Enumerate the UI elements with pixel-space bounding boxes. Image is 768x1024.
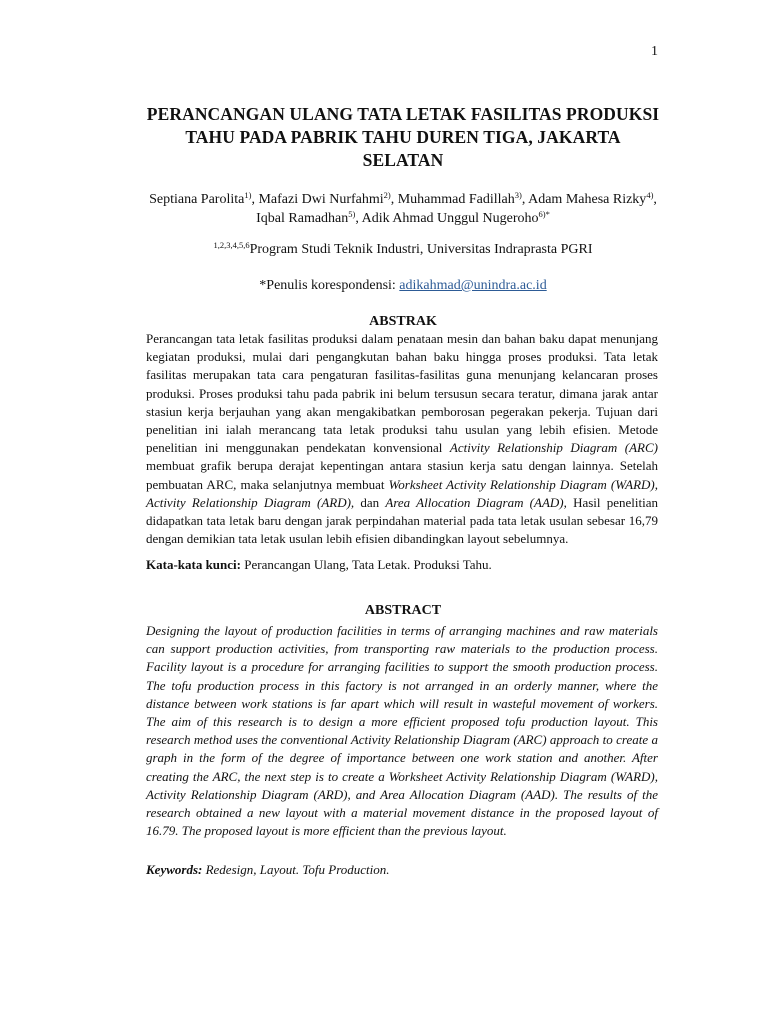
- author-separator: ,: [521, 192, 529, 207]
- keywords-values: Redesign, Layout. Tofu Production.: [202, 862, 390, 877]
- author-separator: ,: [390, 192, 398, 207]
- author: [149, 192, 258, 207]
- email-link[interactable]: adikahmad@unindra.ac.id: [399, 278, 547, 293]
- abstrak-text: dan: [354, 494, 386, 510]
- author: [528, 192, 657, 207]
- abstract-heading: ABSTRACT: [364, 603, 442, 618]
- author-mark: 5): [348, 209, 356, 219]
- abstrak-italic-term: Worksheet Activity Relationship Diagram (WARD), Activity Relationship Diagram (ARD),: [146, 476, 659, 510]
- abstrak-text: Hasil penelitian didapatkan tata letak baru dengan jarak perpindahan material pada tata letak usulan sebesar 16,79 dengan demikian tata letak usulan lebih efisien dibandingkan layout sebelumnya.: [146, 494, 658, 547]
- affiliation: [146, 240, 660, 259]
- author-name: Adam Mahesa Rizky: [528, 192, 647, 207]
- author-name: Septiana Parolita: [149, 192, 245, 207]
- kata-kunci-label: Kata-kata kunci:: [146, 557, 241, 572]
- author: [256, 211, 361, 226]
- correspondence: [146, 276, 660, 295]
- abstrak-text: Perancangan tata letak fasilitas produksi dalam penataan mesin dan bahan baku dapat menunjang kegiatan produksi, mulai dari pengangkutan bahan baku hingga proses produksi. Tata letak fasilitas merupakan tata cara pengaturan fasilitas-fasilitas guna menunjang kelancaran proses produksi. Proses produksi tahu pada pabrik ini belum tersusun secara teratur, dimana jarak antar stasiun kerja berjauhan yang akan mengakibatkan pemborosan pegerakan pekerja. Tujuan dari penelitian ini ialah merancang tata letak produksi tahu usulan yang lebih efisien. Metode penelitian ini menggunakan pendekatan konvensional: [146, 331, 658, 456]
- abstrak-text: membuat grafik berupa derajat kepentingan antara stasiun kerja satu dengan lainnya. Setelah pembuatan ARC, maka selanjutnya membuat: [146, 458, 658, 492]
- author-list: [146, 190, 660, 228]
- author-mark: 4): [646, 190, 654, 200]
- correspondence-label: *Penulis korespondensi:: [259, 278, 400, 293]
- author-separator: ,: [653, 192, 657, 207]
- author-name: Mafazi Dwi Nurfahmi: [258, 192, 384, 207]
- page-number: 1: [651, 44, 658, 59]
- author: [258, 192, 397, 207]
- kata-kunci: [146, 556, 660, 574]
- author-separator: ,: [251, 192, 259, 207]
- keywords: [146, 861, 660, 879]
- author-mark: 2): [383, 190, 391, 200]
- author-separator: ,: [355, 211, 362, 226]
- author-mark: 6)*: [538, 209, 550, 219]
- affiliation-marks: 1,2,3,4,5,6: [213, 240, 250, 250]
- abstrak-italic-term: Area Allocation Diagram (AAD),: [385, 494, 567, 510]
- kata-kunci-values: Perancangan Ulang, Tata Letak. Produksi Tahu.: [240, 557, 492, 572]
- author: [398, 192, 528, 207]
- author-mark: 3): [514, 190, 522, 200]
- paper-title: PERANCANGAN ULANG TATA LETAK FASILITAS PRODUKSI TAHU PADA PABRIK TAHU DUREN TIGA, JAKARTA SELATAN: [146, 104, 660, 170]
- affiliation-text: Program Studi Teknik Industri, Universitas Indraprasta PGRI: [249, 242, 593, 257]
- author-name: Iqbal Ramadhan: [256, 211, 349, 226]
- keywords-label: Keywords:: [146, 862, 203, 877]
- author: [362, 211, 550, 226]
- abstrak-body: [146, 330, 658, 548]
- abstract-body: Designing the layout of production facilities in terms of arranging machines and raw materials can support production activities, from transporting raw materials to the production process. Facility layout is a procedure for arranging facilities to support the smooth production process. The tofu production process in this factory is not arranged in an orderly manner, where the distance between work stations is far apart which will result in wasteful movement of workers. The aim of this research is to design a more efficient proposed tofu production layout. This research method uses the conventional Activity Relationship Diagram (ARC) approach to create a graph in the form of the degree of importance between one work station and another. After creating the ARC, the next step is to create a Worksheet Activity Relationship Diagram (WARD), Activity Relationship Diagram (ARD), and Area Allocation Diagram (AAD). The results of the research obtained a new layout with a material movement distance in the proposed layout of 16.79. The proposed layout is more efficient than the previous layout.: [146, 623, 658, 839]
- abstrak-heading: ABSTRAK: [369, 314, 437, 329]
- author-name: Adik Ahmad Unggul Nugeroho: [361, 211, 539, 226]
- abstrak-italic-term: Activity Relationship Diagram (ARC): [449, 440, 658, 456]
- author-mark: 1): [244, 190, 252, 200]
- author-name: Muhammad Fadillah: [397, 192, 515, 207]
